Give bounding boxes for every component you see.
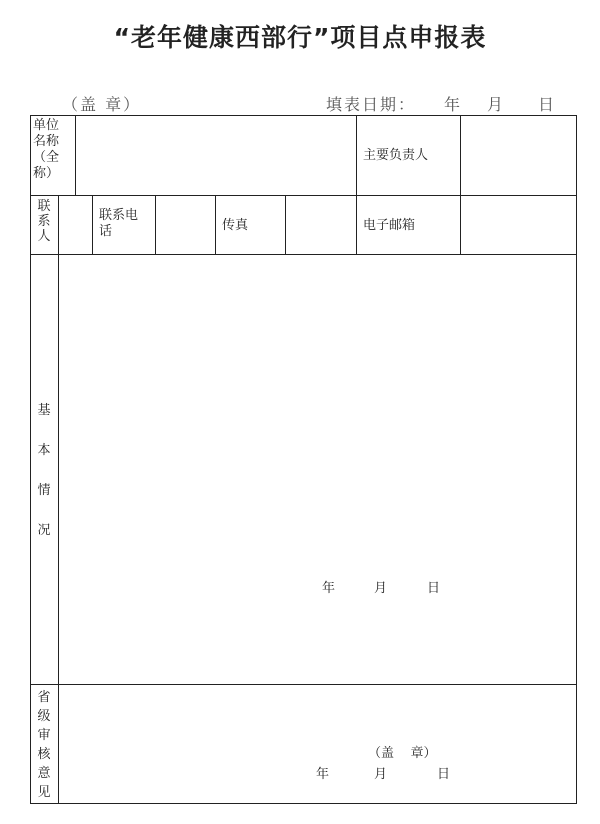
- row2-divider-a: [92, 195, 93, 255]
- row2-divider-b: [155, 195, 156, 255]
- fill-date-label: 填表日期：: [326, 95, 417, 114]
- row-divider-2: [30, 254, 577, 255]
- contact-person-label: 联 系 人: [37, 199, 51, 244]
- header-month: 月: [487, 95, 506, 114]
- basic-day: 日: [427, 581, 441, 596]
- row-divider-1: [30, 195, 577, 196]
- label-column-divider: [58, 195, 59, 804]
- row-divider-3: [30, 684, 577, 685]
- page-title: “老年健康西部行”项目点申报表: [113, 23, 487, 52]
- basic-month: 月: [374, 581, 388, 596]
- review-month: 月: [374, 767, 388, 782]
- unit-name-label: 单位 名称 （全 称）: [33, 118, 60, 181]
- row2-divider-c: [215, 195, 216, 255]
- table-right-border: [576, 115, 577, 804]
- lead-person-label: 主要负责人: [363, 148, 429, 163]
- row12-divider-c: [460, 115, 461, 255]
- table-bottom-border: [30, 803, 577, 804]
- provincial-review-label: 省 级 审 核 意 见: [37, 690, 51, 800]
- email-label: 电子邮箱: [363, 218, 416, 233]
- table-left-border: [30, 115, 31, 804]
- basic-year: 年: [322, 581, 336, 596]
- review-day: 日: [437, 767, 451, 782]
- row2-divider-d: [285, 195, 286, 255]
- table-top-border: [30, 115, 577, 116]
- header-year: 年: [444, 95, 463, 114]
- basic-info-label: 基 本 情 况: [37, 403, 51, 538]
- header-seal: （盖 章）: [62, 95, 142, 114]
- row1-divider-a: [75, 115, 76, 195]
- review-seal: （盖 章）: [368, 746, 437, 761]
- phone-label: 联系电 话: [99, 208, 139, 239]
- row12-divider-b: [356, 115, 357, 255]
- header-day: 日: [538, 95, 557, 114]
- review-year: 年: [316, 767, 330, 782]
- fax-label: 传真: [222, 218, 249, 233]
